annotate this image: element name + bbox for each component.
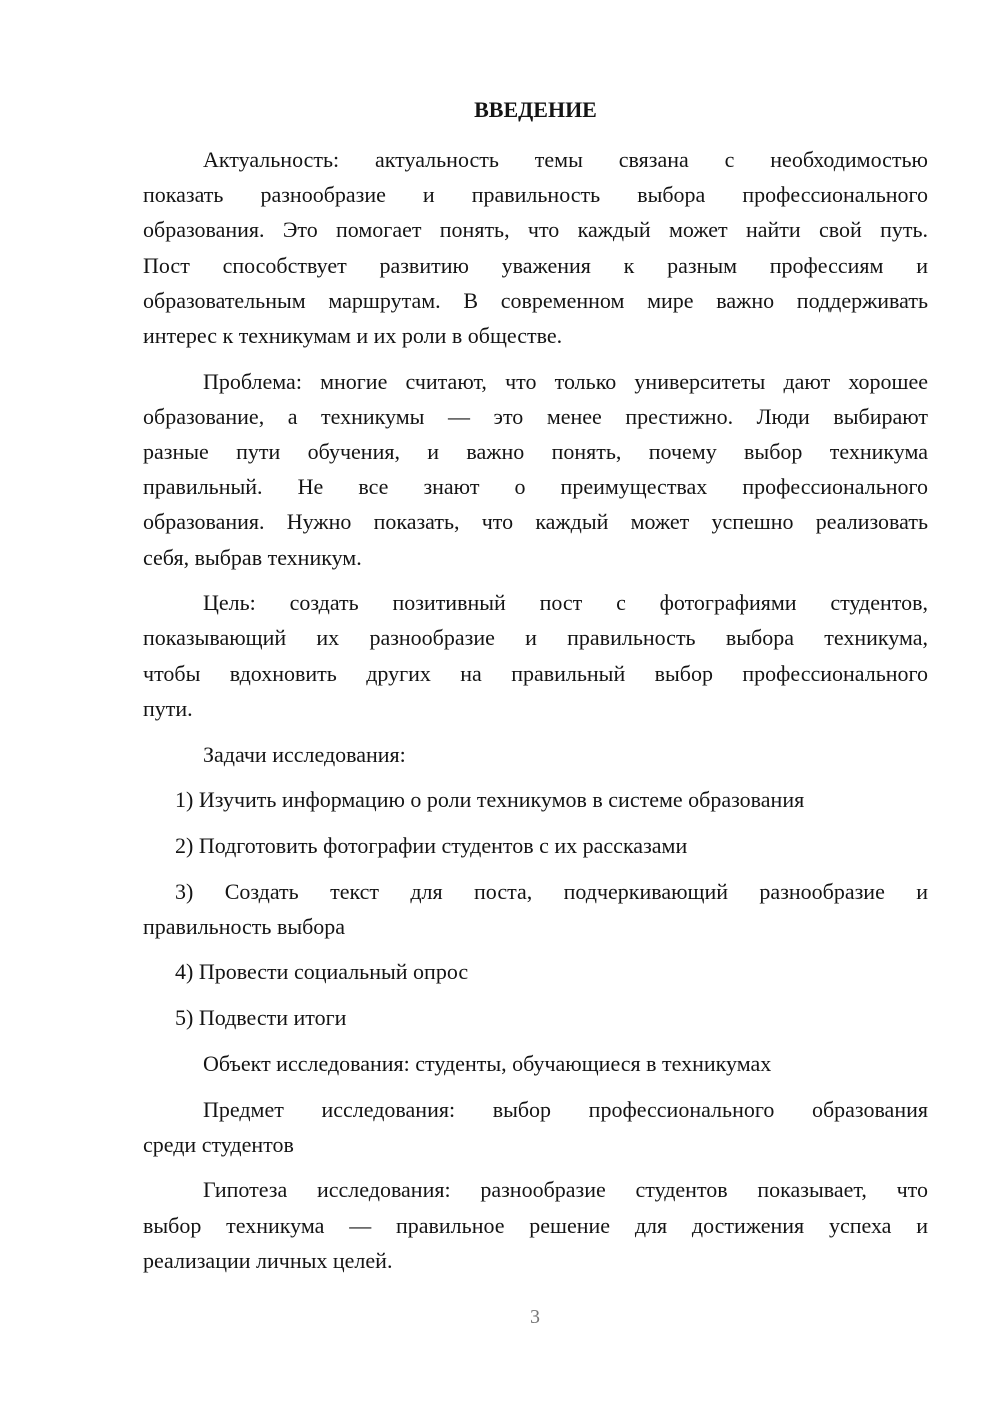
text-line: образования. Это помогает понять, что каждый может найти свой путь. bbox=[143, 217, 928, 243]
text-line: Пост способствует развитию уважения к разным профессиям и bbox=[143, 252, 928, 278]
list-item bbox=[143, 782, 928, 817]
paragraph bbox=[143, 364, 928, 575]
text-line: показывающий их разнообразие и правильность выбора техникума, bbox=[143, 625, 928, 651]
text-line: Актуальность: актуальность темы связана с необходимостью bbox=[203, 147, 928, 172]
text-line: выбор техникума — правильное решение для достижения успеха и bbox=[143, 1212, 928, 1238]
text-line: разные пути обучения, и важно понять, почему выбор техникума bbox=[143, 439, 928, 464]
text-line: Проблема: многие считают, что только университеты дают хорошее bbox=[203, 368, 928, 394]
page-number: 3 bbox=[530, 1306, 540, 1328]
document-body bbox=[143, 142, 928, 1278]
section-title: ВВЕДЕНИЕ bbox=[474, 97, 597, 122]
text-line: Задачи исследования: bbox=[203, 741, 406, 767]
list-item bbox=[143, 954, 928, 989]
paragraph bbox=[143, 142, 928, 353]
text-line: пути. bbox=[143, 695, 193, 721]
text-line: 2) Подготовить фотографии студентов с их рассказами bbox=[175, 832, 688, 858]
paragraph bbox=[143, 1092, 928, 1162]
text-line: чтобы вдохновить других на правильный выбор профессионального bbox=[143, 660, 928, 686]
text-line: образовательным маршрутам. В современном мире важно поддерживать bbox=[143, 287, 928, 313]
text-line: правильный. Не все знают о преимуществах профессионального bbox=[143, 474, 928, 500]
text-line: образование, а техникумы — это менее престижно. Люди выбирают bbox=[143, 403, 928, 429]
paragraph bbox=[143, 1172, 928, 1278]
text-line: 3) Создать текст для поста, подчеркивающий разнообразие и bbox=[175, 878, 928, 904]
text-line: Предмет исследования: выбор профессионального образования bbox=[203, 1096, 928, 1122]
list-item bbox=[143, 874, 928, 944]
text-line: интерес к техникумам и их роли в обществе. bbox=[143, 322, 563, 348]
text-line: реализации личных целей. bbox=[143, 1247, 393, 1273]
text-line: 1) Изучить информацию о роли техникумов в системе образования bbox=[175, 787, 805, 813]
text-line: Цель: создать позитивный пост с фотографиями студентов, bbox=[203, 590, 928, 616]
paragraph bbox=[143, 737, 928, 772]
document-page bbox=[143, 92, 928, 1288]
list-item bbox=[143, 1000, 928, 1035]
text-line: Гипотеза исследования: разнообразие студентов показывает, что bbox=[203, 1177, 928, 1203]
text-line: 4) Провести социальный опрос bbox=[175, 959, 469, 985]
text-line: себя, выбрав техникум. bbox=[143, 544, 362, 570]
text-line: среди студентов bbox=[143, 1131, 294, 1157]
text-line: образования. Нужно показать, что каждый может успешно реализовать bbox=[143, 509, 928, 535]
text-line: Объект исследования: студенты, обучающиеся в техникумах bbox=[203, 1050, 772, 1076]
text-line: показать разнообразие и правильность выбора профессионального bbox=[143, 182, 928, 208]
list-item bbox=[143, 828, 928, 863]
paragraph bbox=[143, 1046, 928, 1081]
paragraph bbox=[143, 585, 928, 726]
text-line: 5) Подвести итоги bbox=[175, 1005, 347, 1031]
text-line: правильность выбора bbox=[143, 913, 346, 939]
